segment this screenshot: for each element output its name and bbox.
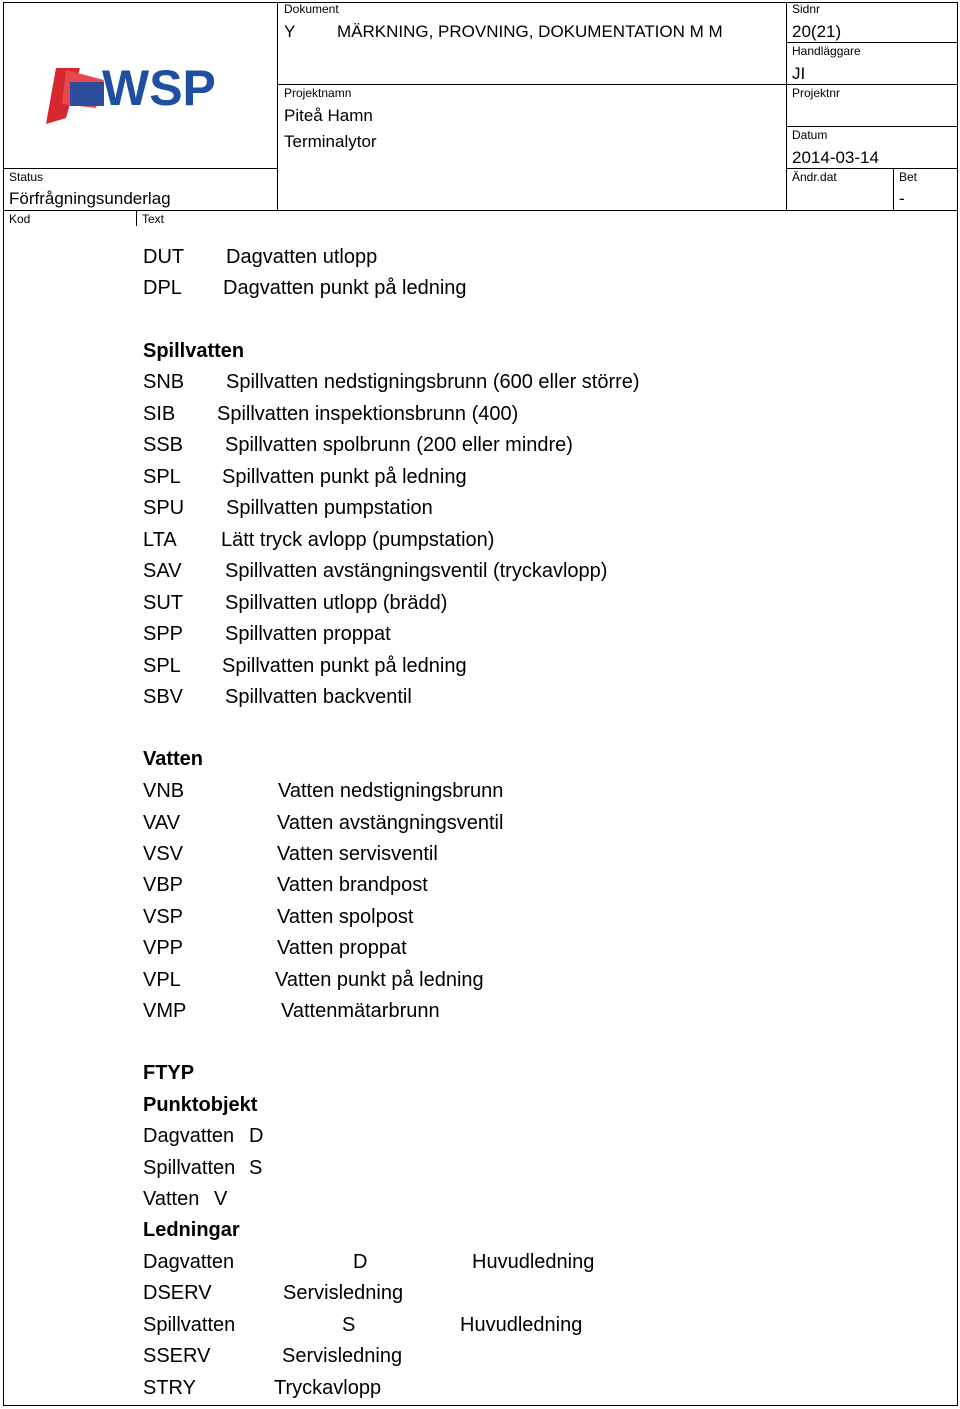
code-row-code: SSB: [143, 434, 184, 456]
code-row-code: VPP: [143, 937, 184, 959]
header-divider: [893, 168, 894, 210]
dokument-label: Dokument: [284, 2, 339, 16]
code-row-code: SNB: [143, 371, 185, 393]
punktobjekt-name: Spillvatten: [143, 1157, 236, 1179]
code-row-code: VAV: [143, 812, 181, 834]
dokument-code: Y: [284, 22, 296, 41]
code-row-text: Vattenmätarbrunn: [281, 1000, 440, 1022]
handlaggare-value: JI: [792, 64, 806, 83]
ledning-code: Servisledning: [282, 1345, 403, 1367]
code-row-text: Vatten nedstigningsbrunn: [278, 780, 504, 802]
code-row-text: Spillvatten spolbrunn (200 eller mindre): [225, 434, 573, 456]
code-row-code: SPU: [143, 497, 185, 519]
code-row-code: VNB: [143, 780, 185, 802]
handlaggare-label: Handläggare: [792, 44, 861, 58]
header-divider: [786, 168, 958, 169]
status-label: Status: [9, 170, 44, 184]
projektnr-label: Projektnr: [792, 86, 841, 100]
ledning-code: Servisledning: [283, 1282, 404, 1304]
ledning-type: Huvudledning: [460, 1314, 583, 1336]
code-row-text: Vatten servisventil: [277, 843, 438, 865]
code-row-text: Spillvatten backventil: [225, 686, 412, 708]
code-row-text: Vatten avstängningsventil: [277, 812, 504, 834]
code-row-code: VPL: [143, 969, 181, 991]
sidnr-label: Sidnr: [792, 2, 821, 16]
code-row-code: DPL: [143, 277, 182, 299]
sidnr-value: 20(21): [792, 22, 842, 41]
punktobjekt-name: Vatten: [143, 1188, 200, 1210]
projektnamn-line1: Piteå Hamn: [284, 106, 373, 125]
code-row-text: Spillvatten inspektionsbrunn (400): [217, 403, 519, 425]
code-row-text: Spillvatten proppat: [225, 623, 391, 645]
ledning-code: S: [342, 1314, 356, 1336]
wsp-logo-icon: [44, 60, 240, 130]
status-value: Förfrågningsunderlag: [9, 189, 171, 208]
kod-label: Kod: [9, 212, 31, 226]
code-row-text: Vatten punkt på ledning: [275, 969, 484, 991]
punktobjekt-code: V: [214, 1188, 228, 1210]
ledning-code: Tryckavlopp: [274, 1377, 382, 1399]
code-row-code: VSP: [143, 906, 184, 928]
code-row-text: Spillvatten pumpstation: [226, 497, 433, 519]
punktobjekt-heading: Punktobjekt: [143, 1094, 258, 1116]
punktobjekt-code: D: [249, 1125, 264, 1147]
code-row-text: Dagvatten punkt på ledning: [223, 277, 467, 299]
andr-label: Ändr.dat: [792, 170, 837, 184]
svg-text:WSP: WSP: [102, 60, 216, 116]
header-divider: [786, 2, 787, 210]
ledning-name: Spillvatten: [143, 1314, 236, 1336]
punktobjekt-name: Dagvatten: [143, 1125, 235, 1147]
header-divider: [3, 168, 277, 169]
ftyp-heading: FTYP: [143, 1062, 195, 1084]
code-row-text: Spillvatten punkt på ledning: [222, 655, 467, 677]
ledningar-heading: Ledningar: [143, 1219, 240, 1241]
code-row-text: Vatten proppat: [277, 937, 407, 959]
datum-label: Datum: [792, 128, 828, 142]
code-row-code: SPL: [143, 655, 181, 677]
code-row-code: LTA: [143, 529, 177, 551]
ledning-name: DSERV: [143, 1282, 212, 1304]
code-row-code: VSV: [143, 843, 184, 865]
vatten-heading: Vatten: [143, 748, 204, 770]
header-divider: [277, 2, 278, 210]
code-row-code: SPP: [143, 623, 184, 645]
projektnamn-line2: Terminalytor: [284, 132, 377, 151]
ledning-name: Dagvatten: [143, 1251, 235, 1273]
text-label: Text: [142, 212, 165, 226]
code-row-code: SUT: [143, 592, 183, 614]
header-divider: [136, 210, 137, 226]
ledning-name: SSERV: [143, 1345, 211, 1367]
spillvatten-heading: Spillvatten: [143, 340, 245, 362]
code-row-text: Spillvatten utlopp (brädd): [225, 592, 448, 614]
ledning-name: STRY: [143, 1377, 196, 1399]
code-row-code: SBV: [143, 686, 184, 708]
code-row-code: DUT: [143, 246, 185, 268]
code-row-text: Spillvatten avstängningsventil (tryckavlopp): [225, 560, 608, 582]
header-divider: [277, 84, 958, 85]
ledning-code: D: [353, 1251, 368, 1273]
header-divider: [786, 126, 958, 127]
header-divider: [3, 210, 958, 211]
dokument-title: MÄRKNING, PROVNING, DOKUMENTATION M M: [337, 22, 723, 41]
code-row-text: Spillvatten nedstigningsbrunn (600 eller större): [226, 371, 640, 393]
code-row-text: Dagvatten utlopp: [226, 246, 378, 268]
projektnamn-label: Projektnamn: [284, 86, 352, 100]
bet-value: -: [899, 189, 905, 208]
code-row-text: Lätt tryck avlopp (pumpstation): [221, 529, 495, 551]
code-row-text: Vatten spolpost: [277, 906, 414, 928]
datum-value: 2014-03-14: [792, 148, 879, 167]
code-row-code: SIB: [143, 403, 176, 425]
ledning-type: Huvudledning: [472, 1251, 595, 1273]
code-row-text: Vatten brandpost: [277, 874, 428, 896]
header-divider: [786, 42, 958, 43]
code-row-code: SPL: [143, 466, 181, 488]
code-row-code: VMP: [143, 1000, 187, 1022]
punktobjekt-code: S: [249, 1157, 263, 1179]
bet-label: Bet: [899, 170, 918, 184]
code-row-code: VBP: [143, 874, 184, 896]
code-row-code: SAV: [143, 560, 182, 582]
code-row-text: Spillvatten punkt på ledning: [222, 466, 467, 488]
